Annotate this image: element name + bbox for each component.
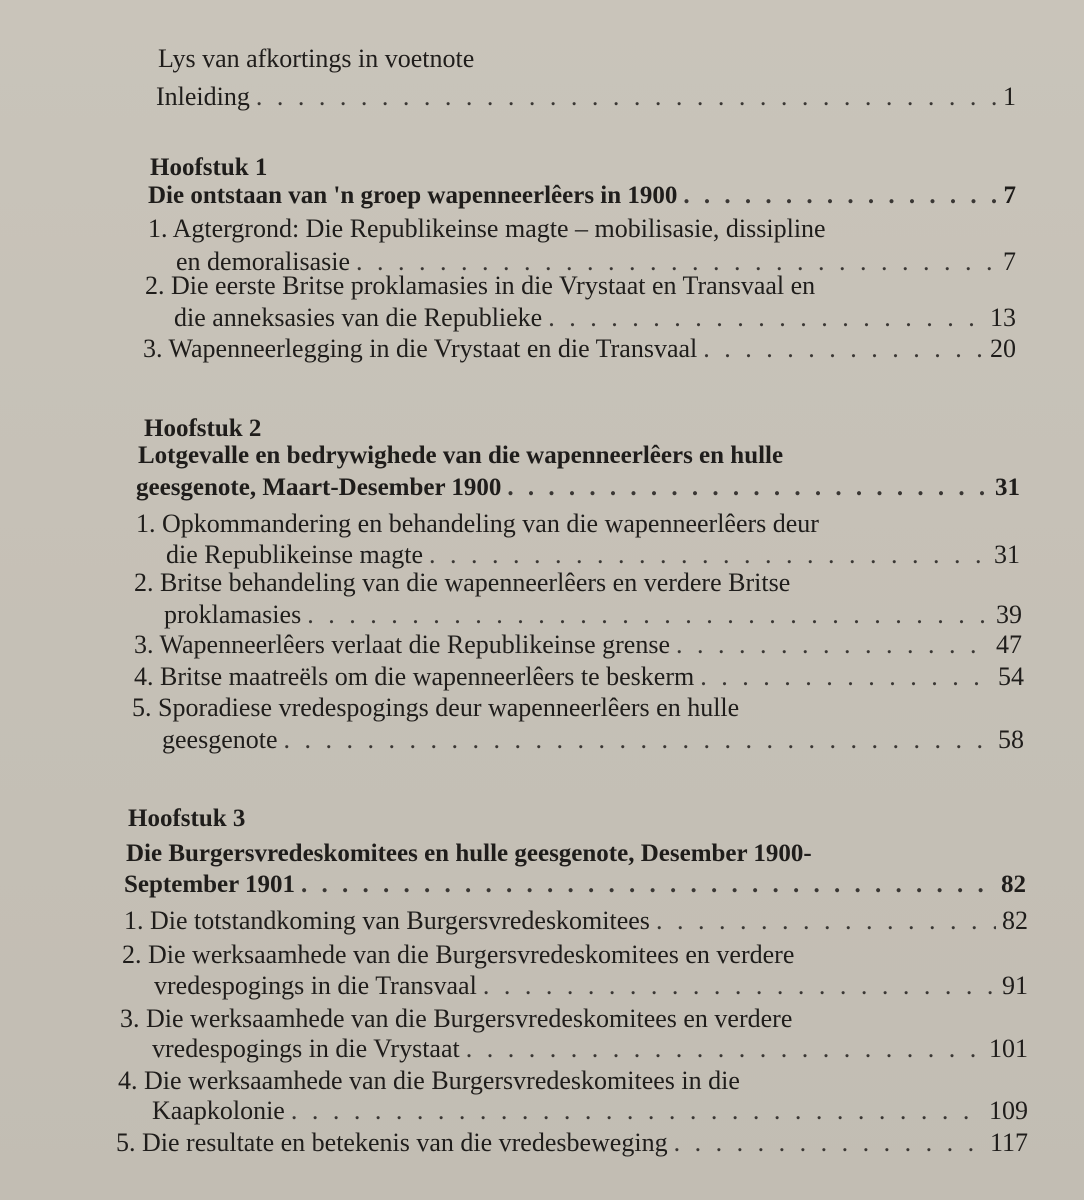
toc-section: 3. Wapenneerlegging in die Vrystaat en die Transvaal . . . 20 — [143, 334, 1016, 364]
dot-leader — [301, 870, 995, 900]
dot-leader — [548, 303, 984, 333]
toc-section-continuation: proklamasies . . . 39 — [164, 600, 1022, 630]
dot-leader — [291, 1096, 983, 1126]
dot-leader — [429, 540, 988, 570]
page-number: 58 — [998, 725, 1024, 754]
toc-section-continuation: die anneksasies van die Republieke . . . 13 — [174, 303, 1016, 333]
chapter-title: Die ontstaan van 'n groep wapenneerlêers in 1900 . . . 7 — [148, 181, 1016, 211]
page-number: 117 — [989, 1128, 1028, 1157]
toc-entry-title: Lys van afkortings in voetnote — [158, 44, 475, 73]
page-number: 13 — [990, 303, 1016, 332]
toc-section-continuation: geesgenote . . . 58 — [162, 725, 1024, 755]
dot-leader — [307, 600, 990, 630]
dot-leader — [507, 473, 989, 503]
toc-section: 4. Die werksaamhede van die Burgersvredeskomitees in die — [118, 1066, 740, 1095]
dot-leader — [674, 1128, 984, 1158]
toc-section: 1. Agtergrond: Die Republikeinse magte – mobilisasie, dissipline — [148, 214, 826, 243]
toc-section-continuation: die Republikeinse magte . . . 31 — [166, 540, 1020, 570]
dot-leader — [656, 906, 996, 936]
toc-section: 3. Wapenneerlêers verlaat die Republikeinse grense . . . 47 — [134, 630, 1022, 660]
dot-leader — [683, 181, 997, 211]
toc-section: 5. Die resultate en betekenis van die vredesbeweging . . . 117 — [116, 1128, 1028, 1158]
page-number: 47 — [996, 630, 1022, 659]
page-number: 54 — [998, 662, 1024, 691]
toc-section-continuation: en demoralisasie . . . 7 — [176, 247, 1016, 277]
toc-entry-title: Inleiding — [156, 82, 250, 111]
dot-leader — [256, 82, 997, 112]
toc-entry-introduction — [156, 82, 1016, 112]
page-number: 7 — [1003, 182, 1016, 209]
chapter-title: Die Burgersvredeskomitees en hulle geesgenote, Desember 1900- — [126, 840, 812, 867]
page-number: 1 — [1003, 82, 1016, 111]
dot-leader — [466, 1034, 983, 1064]
toc-section-continuation: vredespogings in die Transvaal . . . 91 — [154, 971, 1028, 1001]
toc-section-continuation: vredespogings in die Vrystaat . . . 101 — [152, 1034, 1028, 1064]
toc-section: 2. Die werksaamhede van die Burgersvredeskomitees en verdere — [122, 940, 795, 969]
dot-leader — [700, 662, 992, 692]
toc-section-continuation: Kaapkolonie . . . 109 — [152, 1096, 1028, 1126]
page-number: 31 — [994, 540, 1020, 569]
page-number: 82 — [1001, 871, 1026, 898]
toc-section: 2. Die eerste Britse proklamasies in die Vrystaat en Transvaal en — [145, 271, 816, 300]
toc-section: 1. Die totstandkoming van Burgersvredeskomitees . . . 82 — [124, 906, 1028, 936]
chapter-label: Hoofstuk 3 — [128, 805, 246, 832]
chapter-title-continuation: September 1901 . . . 82 — [124, 870, 1026, 900]
page-number: 39 — [996, 600, 1022, 629]
toc-section: 4. Britse maatreëls om die wapenneerlêers te beskerm . . . 54 — [134, 662, 1024, 692]
page-number: 7 — [1003, 247, 1016, 276]
toc-section: 5. Sporadiese vredespogings deur wapenneerlêers en hulle — [132, 693, 740, 722]
page-number: 31 — [995, 474, 1020, 501]
dot-leader — [284, 725, 992, 755]
dot-leader — [483, 971, 996, 1001]
dot-leader — [703, 334, 984, 364]
toc-section: 1. Opkommandering en behandeling van die wapenneerlêers deur — [136, 509, 819, 538]
toc-entry-abbreviations — [158, 44, 474, 74]
chapter-title: Lotgevalle en bedrywighede van die wapenneerlêers en hulle — [138, 442, 784, 469]
toc-section: 3. Die werksaamhede van die Burgersvredeskomitees en verdere — [120, 1004, 793, 1033]
toc-section: 2. Britse behandeling van die wapenneerlêers en verdere Britse — [134, 568, 791, 597]
chapter-title-continuation: geesgenote, Maart-Desember 1900 . . . 31 — [136, 473, 1020, 503]
page-number: 91 — [1002, 971, 1028, 1000]
dot-leader — [676, 630, 990, 660]
page-number: 101 — [989, 1034, 1028, 1063]
chapter-label: Hoofstuk 2 — [144, 415, 262, 442]
chapter-label: Hoofstuk 1 — [150, 154, 268, 181]
page-number: 82 — [1002, 906, 1028, 935]
page-number: 20 — [990, 334, 1016, 363]
page-number: 109 — [989, 1096, 1028, 1125]
